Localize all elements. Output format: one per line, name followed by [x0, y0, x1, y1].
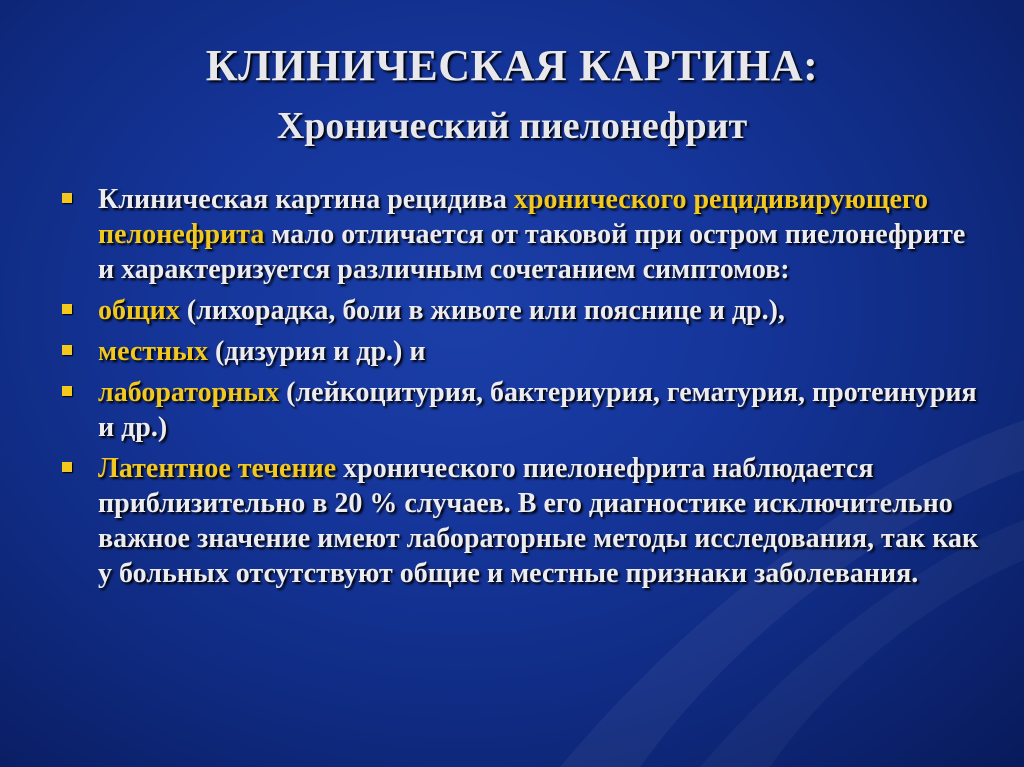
square-bullet-icon: [62, 304, 72, 314]
square-bullet-icon: [62, 193, 72, 203]
bullet-item: [60, 451, 980, 591]
bullet-text: (лихорадка, боли в животе или пояснице и др.),: [179, 295, 785, 326]
slide-subtitle: Хронический пиелонефрит: [276, 105, 748, 147]
bullet-text: (лейкоцитурия, бактериурия, гематурия, протеинурия и др.): [98, 377, 977, 443]
bullet-text: хронического пиелонефрита наблюдается приблизительно в 20 % случаев. В его диагностике исключительно важное значение имеют лабораторные методы исследования, так как у больных отсутствуют общие и местные признаки заболевания.: [98, 453, 979, 589]
bullet-highlight: местных: [98, 336, 209, 367]
bullet-text: Клиническая картина рецидива: [98, 184, 514, 215]
bullet-highlight: Латентное течение: [98, 453, 337, 484]
bullet-item: [60, 375, 980, 445]
bullet-text: (дизурия и др.) и: [208, 336, 426, 367]
bullet-highlight: общих: [98, 295, 180, 326]
bullet-highlight: хронического рецидивирующего пелонефрита: [98, 184, 928, 250]
bullet-item: [60, 293, 980, 328]
bullet-list: [60, 182, 980, 597]
bullet-highlight: лабораторных: [98, 377, 280, 408]
square-bullet-icon: [62, 345, 72, 355]
square-bullet-icon: [62, 462, 72, 472]
square-bullet-icon: [62, 386, 72, 396]
bullet-item: [60, 334, 980, 369]
slide-title: КЛИНИЧЕСКАЯ КАРТИНА:: [205, 41, 819, 90]
bullet-text: мало отличается от таковой при остром пиелонефрите и характеризуется различным сочетанием симптомов:: [98, 219, 966, 285]
bullet-item: [60, 182, 980, 287]
